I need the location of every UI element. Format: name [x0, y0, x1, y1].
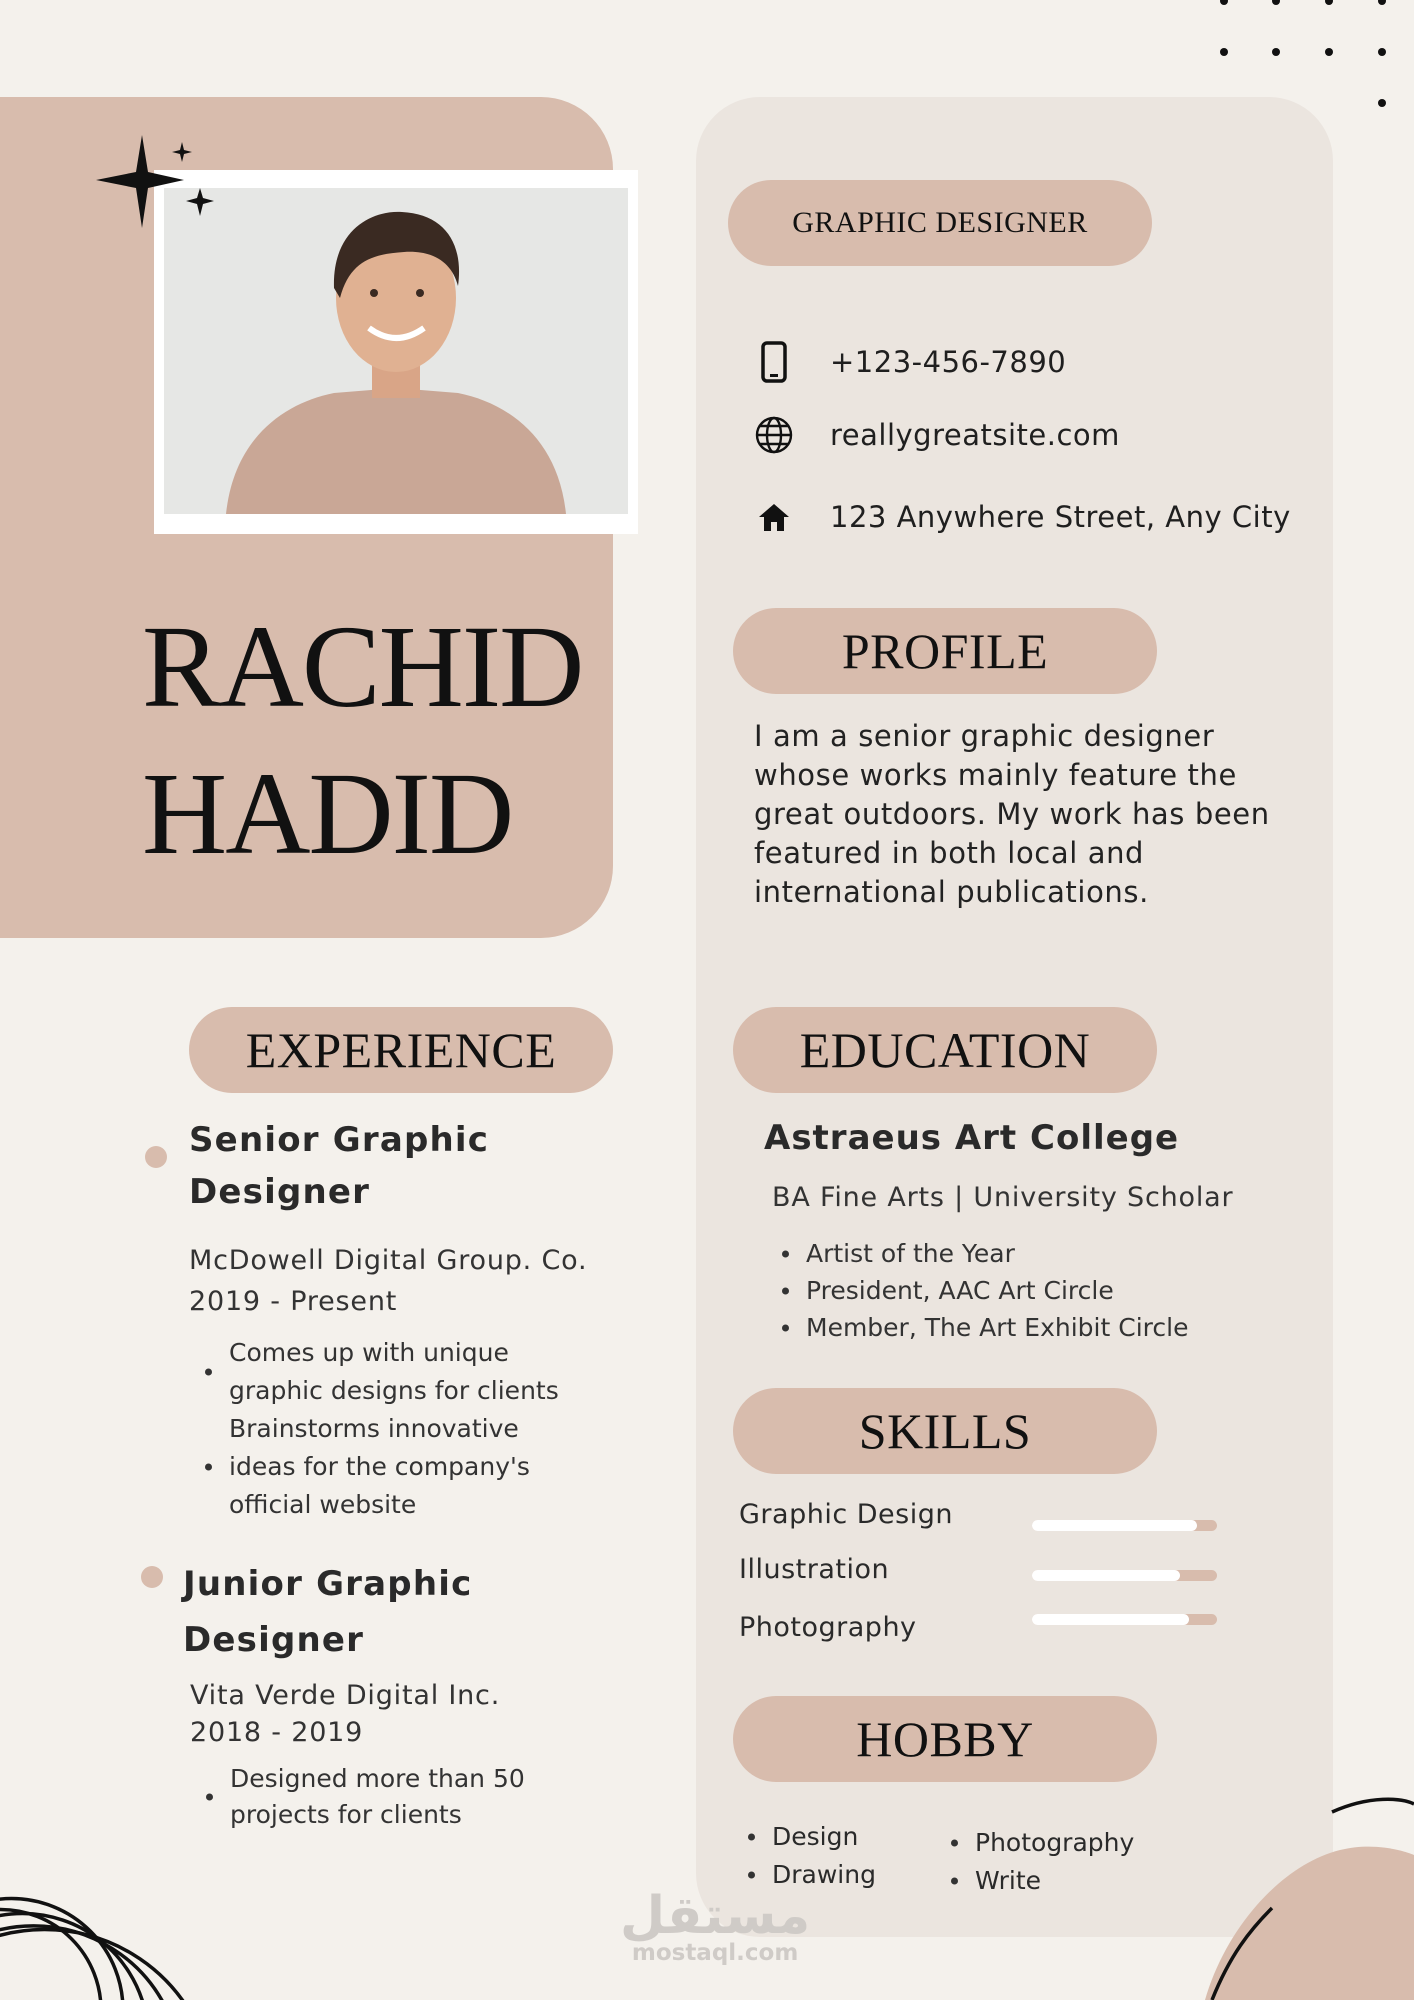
hobby-heading-text: HOBBY — [856, 1711, 1034, 1767]
timeline-dot — [141, 1566, 163, 1588]
job-title-line: Senior Graphic — [189, 1120, 490, 1160]
hobby-list — [746, 1818, 876, 1894]
job-title-line: Junior Graphic — [183, 1564, 473, 1604]
address-text: 123 Anywhere Street, Any City — [830, 500, 1291, 534]
job-title — [189, 1114, 489, 1218]
education-heading — [733, 1007, 1157, 1093]
watermark — [620, 1886, 811, 1966]
company-name: Vita Verde Digital Inc. — [190, 1680, 501, 1711]
job-title-line: Designer — [183, 1620, 365, 1660]
skill-bar-fill — [1032, 1614, 1189, 1625]
skills-heading-text: SKILLS — [858, 1403, 1032, 1459]
list-item: Member, The Art Exhibit Circle — [780, 1309, 1188, 1346]
job-title-badge — [728, 180, 1152, 266]
contact-website — [752, 413, 1120, 457]
skill-bar — [1032, 1520, 1217, 1531]
job-period: 2018 - 2019 — [190, 1717, 364, 1748]
profile-heading-text: PROFILE — [841, 623, 1049, 679]
skill-label: Illustration — [739, 1554, 890, 1585]
honors-list — [780, 1235, 1188, 1346]
website-text: reallygreatsite.com — [830, 418, 1120, 452]
skill-bar — [1032, 1570, 1217, 1581]
profile-photo — [164, 188, 628, 514]
arch-decoration — [0, 1780, 200, 2000]
home-icon — [752, 495, 796, 539]
experience-heading-text: EXPERIENCE — [245, 1022, 557, 1078]
last-name: HADID — [142, 748, 513, 879]
degree-text: BA Fine Arts | University Scholar — [772, 1182, 1234, 1213]
list-item: Comes up with unique graphic designs for clients — [203, 1334, 593, 1410]
globe-icon — [752, 413, 796, 457]
list-item: Drawing — [746, 1856, 876, 1894]
company-name: McDowell Digital Group. Co. — [189, 1245, 588, 1276]
job-title — [183, 1556, 472, 1668]
skill-bar — [1032, 1614, 1217, 1625]
list-item: Write — [949, 1862, 1134, 1900]
job-title-line: Designer — [189, 1172, 371, 1212]
job-duties — [204, 1761, 564, 1833]
school-name: Astraeus Art College — [764, 1118, 1180, 1158]
experience-heading — [189, 1007, 613, 1093]
phone-text: +123-456-7890 — [830, 345, 1067, 379]
hobby-heading — [733, 1696, 1157, 1782]
contact-phone — [752, 340, 1066, 384]
job-duties — [203, 1334, 593, 1524]
education-heading-text: EDUCATION — [799, 1022, 1091, 1078]
list-item: Design — [746, 1818, 876, 1856]
skill-label: Photography — [739, 1612, 917, 1643]
profile-text: I am a senior graphic designer whose works mainly feature the great outdoors. My work has been featured in both local and international publications. — [754, 719, 1270, 909]
list-item: Photography — [949, 1824, 1134, 1862]
job-period: 2019 - Present — [189, 1286, 398, 1317]
skill-bar-fill — [1032, 1520, 1197, 1531]
skill-label: Graphic Design — [739, 1499, 953, 1530]
phone-icon — [752, 340, 796, 384]
job-company — [189, 1240, 587, 1322]
list-item: Brainstorms innovative ideas for the company's official website — [203, 1410, 593, 1524]
watermark-arabic: مستقل — [620, 1886, 811, 1946]
skills-heading — [733, 1388, 1157, 1474]
job-title-text: GRAPHIC DESIGNER — [792, 206, 1088, 239]
profile-heading — [733, 608, 1157, 694]
timeline-dot — [145, 1146, 167, 1168]
list-item: Designed more than 50 projects for clients — [204, 1761, 564, 1833]
list-item: Artist of the Year — [780, 1235, 1188, 1272]
skill-bar-fill — [1032, 1570, 1180, 1581]
watermark-latin: mostaql.com — [631, 1940, 799, 1966]
job-company — [190, 1677, 500, 1751]
first-name: RACHID — [142, 601, 583, 732]
sparkle-icon — [92, 130, 232, 240]
blob-decoration — [1190, 1780, 1414, 2000]
hobby-list — [949, 1824, 1134, 1900]
contact-address — [752, 495, 1291, 539]
list-item: President, AAC Art Circle — [780, 1272, 1188, 1309]
